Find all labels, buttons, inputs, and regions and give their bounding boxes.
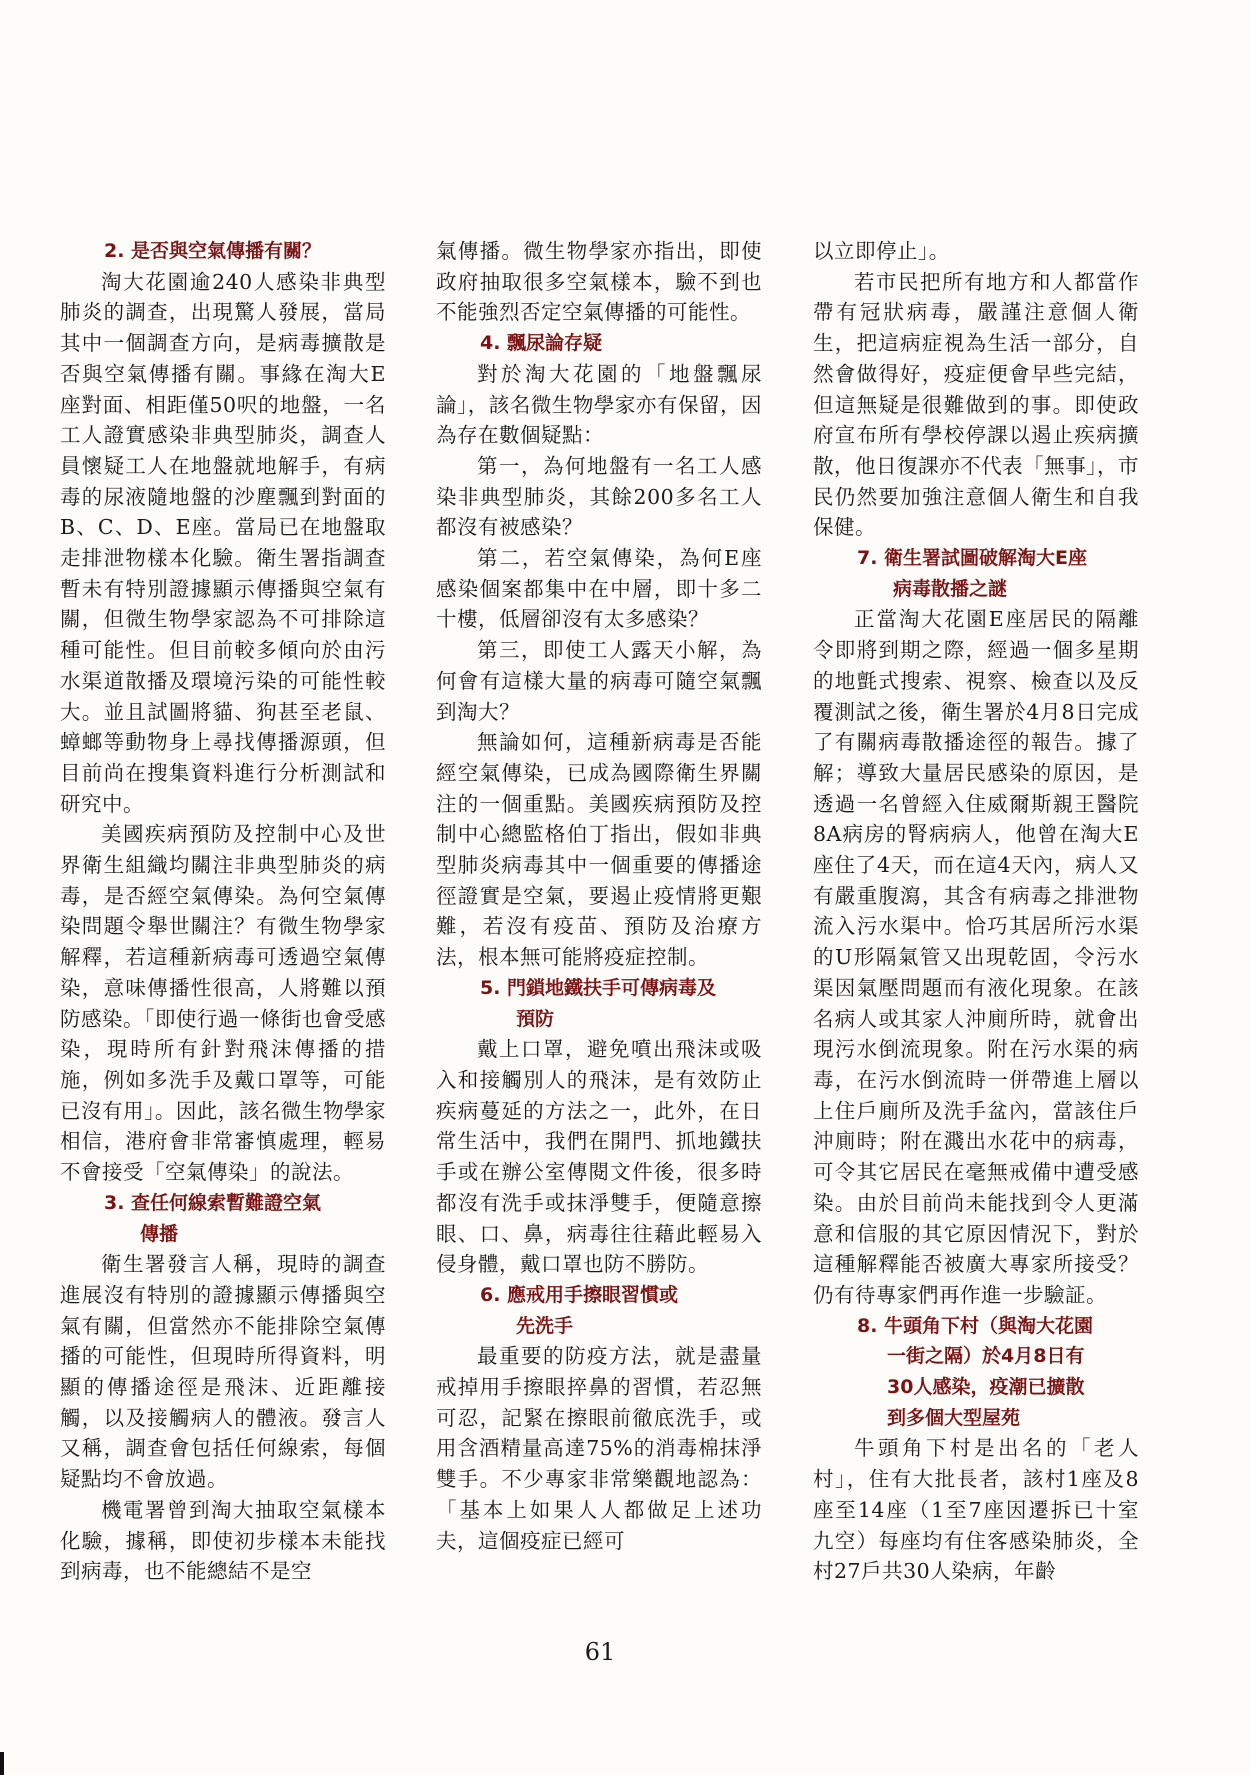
heading-line: 5. 門鎖地鐵扶手可傳病毒及 bbox=[480, 976, 717, 999]
paragraph: 衛生署發言人稱，現時的調查進展沒有特別的證據顯示傳播與空氣有關，但當然亦不能排除空氣傳播的可能性，但現時所得資料，明顯的傳播途徑是飛沫、近距離接觸，以及接觸病人的體液。發言人又稱，調查會包括任何線索，每個疑點均不會放過。 bbox=[60, 1252, 386, 1492]
paragraph: 無論如何，這種新病毒是否能經空氣傳染，已成為國際衛生界關注的一個重點。美國疾病預防及控制中心總監格伯丁指出，假如非典型肺炎病毒其中一個重要的傳播途徑證實是空氣，要遏止疫情將更艱難，若沒有疫苗、預防及治療方法，根本無可能將疫症控制。 bbox=[436, 730, 762, 970]
section-heading-8 bbox=[813, 1311, 1139, 1434]
paragraph: 第一，為何地盤有一名工人感染非典型肺炎，其餘200多名工人都沒有被感染？ bbox=[436, 453, 762, 540]
section-heading-5 bbox=[436, 973, 762, 1034]
paragraph: 戴上口罩，避免噴出飛沫或吸入和接觸別人的飛沫，是有效防止疾病蔓延的方法之一，此外，在日常生活中，我們在開門、抓地鐵扶手或在辦公室傳閱文件後，很多時都沒有洗手或抹淨雙手，便隨意擦眼、口、鼻，病毒往往藉此輕易入侵身體，戴口罩也防不勝防。 bbox=[436, 1037, 762, 1277]
section-heading-7 bbox=[813, 543, 1139, 604]
column-2 bbox=[436, 236, 762, 1556]
column-1 bbox=[60, 236, 386, 1587]
heading-line: 7. 衛生署試圖破解淘大E座 bbox=[857, 547, 1088, 570]
heading-line: 預防 bbox=[516, 1007, 555, 1030]
column-3 bbox=[813, 236, 1139, 1587]
heading-line: 3. 查任何線索暫難證空氣 bbox=[104, 1191, 322, 1214]
paragraph: 若市民把所有地方和人都當作帶有冠狀病毒，嚴謹注意個人衛生，把這病症視為生活一部分，自然會做得好，疫症便會早些完結，但這無疑是很難做到的事。即使政府宣布所有學校停課以遏止疾病擴散，他日復課亦不代表「無事」，市民仍然要加強注意個人衛生和自我保健。 bbox=[813, 269, 1139, 540]
heading-line: 傳播 bbox=[140, 1222, 179, 1245]
section-heading-3 bbox=[60, 1188, 386, 1249]
heading-line: 到多個大型屋苑 bbox=[887, 1406, 1021, 1429]
section-heading-2: 2. 是否與空氣傳播有關？ bbox=[104, 240, 322, 262]
paragraph: 牛頭角下村是出名的「老人村」，住有大批長者，該村1座及8座至14座（1至7座因遷拆已十室九空）每座均有住客感染肺炎，全村27戶共30人染病，年齡 bbox=[813, 1436, 1139, 1584]
paragraph: 美國疾病預防及控制中心及世界衛生組織均關注非典型肺炎的病毒，是否經空氣傳染。為何空氣傳染問題令舉世關注？有微生物學家解釋，若這種新病毒可透過空氣傳染，意味傳播性很高，人將難以預防感染。「即使行過一條街也會受感染，現時所有針對飛沫傳播的措施，例如多洗手及戴口罩等，可能已沒有用」。因此，該名微生物學家相信，港府會非常審慎處理，輕易不會接受「空氣傳染」的說法。 bbox=[60, 822, 386, 1185]
paragraph: 淘大花園逾240人感染非典型肺炎的調查，出現驚人發展，當局其中一個調查方向，是病毒擴散是否與空氣傳播有關。事緣在淘大E座對面、相距僅50呎的地盤，一名工人證實感染非典型肺炎，調查人員懷疑工人在地盤就地解手，有病毒的尿液隨地盤的沙塵飄到對面的B、C、D、E座。當局已在地盤取走排泄物樣本化驗。衛生署指調查暫未有特別證據顯示傳播與空氣有關，但微生物學家認為不可排除這種可能性。但目前較多傾向於由污水渠道散播及環境污染的可能性較大。並且試圖將貓、狗甚至老鼠、蟑螂等動物身上尋找傳播源頭，但目前尚在搜集資料進行分析測試和研究中。 bbox=[60, 269, 386, 816]
heading-line: 8. 牛頭角下村（與淘大花園 bbox=[857, 1314, 1094, 1337]
paragraph: 機電署曾到淘大抽取空氣樣本化驗，據稱，即使初步樣本未能找到病毒，也不能總結不是空 bbox=[60, 1497, 386, 1584]
paragraph: 最重要的防疫方法，就是盡量戒掉用手擦眼捽鼻的習慣，若忍無可忍，記緊在擦眼前徹底洗手，或用含酒精量高達75%的消毒棉抹淨雙手。不少專家非常樂觀地認為：「基本上如果人人都做足上述功夫，這個疫症已經可 bbox=[436, 1344, 762, 1553]
heading-line: 一街之隔）於4月8日有 bbox=[887, 1345, 1085, 1368]
paragraph-continued: 氣傳播。微生物學家亦指出，即使政府抽取很多空氣樣本，驗不到也不能強烈否定空氣傳播的可能性。 bbox=[436, 239, 762, 325]
page-number: 61 bbox=[584, 1638, 616, 1666]
scan-edge-mark bbox=[0, 1752, 4, 1775]
section-heading-6 bbox=[436, 1280, 762, 1341]
paragraph: 對於淘大花園的「地盤飄尿論」，該名微生物學家亦有保留，因為存在數個疑點： bbox=[436, 361, 762, 448]
heading-line: 6. 應戒用手擦眼習慣或 bbox=[480, 1283, 679, 1306]
heading-line: 先洗手 bbox=[516, 1314, 574, 1337]
section-heading-4: 4. 飄尿論存疑 bbox=[480, 332, 603, 355]
paragraph-continued: 以立即停止」。 bbox=[813, 239, 950, 263]
heading-line: 病毒散播之謎 bbox=[893, 577, 1008, 600]
paragraph: 正當淘大花園E座居民的隔離令即將到期之際，經過一個多星期的地氈式搜索、視察、檢查以及反覆測試之後，衛生署於4月8日完成了有關病毒散播途徑的報告。據了解；導致大量居民感染的原因，是透過一名曾經入住威爾斯親王醫院8A病房的腎病病人，他曾在淘大E座住了4天，而在這4天內，病人又有嚴重腹瀉，其含有病毒之排泄物流入污水渠中。恰巧其居所污水渠的U形隔氣管又出現乾固，令污水渠因氣壓問題而有液化現象。在該名病人或其家人沖廁所時，就會出現污水倒流現象。附在污水渠的病毒，在污水倒流時一併帶進上層以上住戶廁所及洗手盆內，當該住戶沖廁時；附在濺出水花中的病毒，可令其它居民在毫無戒備中遭受感染。由於目前尚未能找到令人更滿意和信服的其它原因情況下，對於這種解釋能否被廣大專家所接受？仍有待專家們再作進一步驗証。 bbox=[813, 607, 1139, 1307]
paragraph: 第二，若空氣傳染，為何E座感染個案都集中在中層，即十多二十樓，低層卻沒有太多感染？ bbox=[436, 546, 762, 632]
paragraph: 第三，即使工人露天小解，為何會有這樣大量的病毒可隨空氣飄到淘大？ bbox=[436, 638, 762, 724]
heading-line: 30人感染，疫潮已擴散 bbox=[887, 1376, 1085, 1399]
